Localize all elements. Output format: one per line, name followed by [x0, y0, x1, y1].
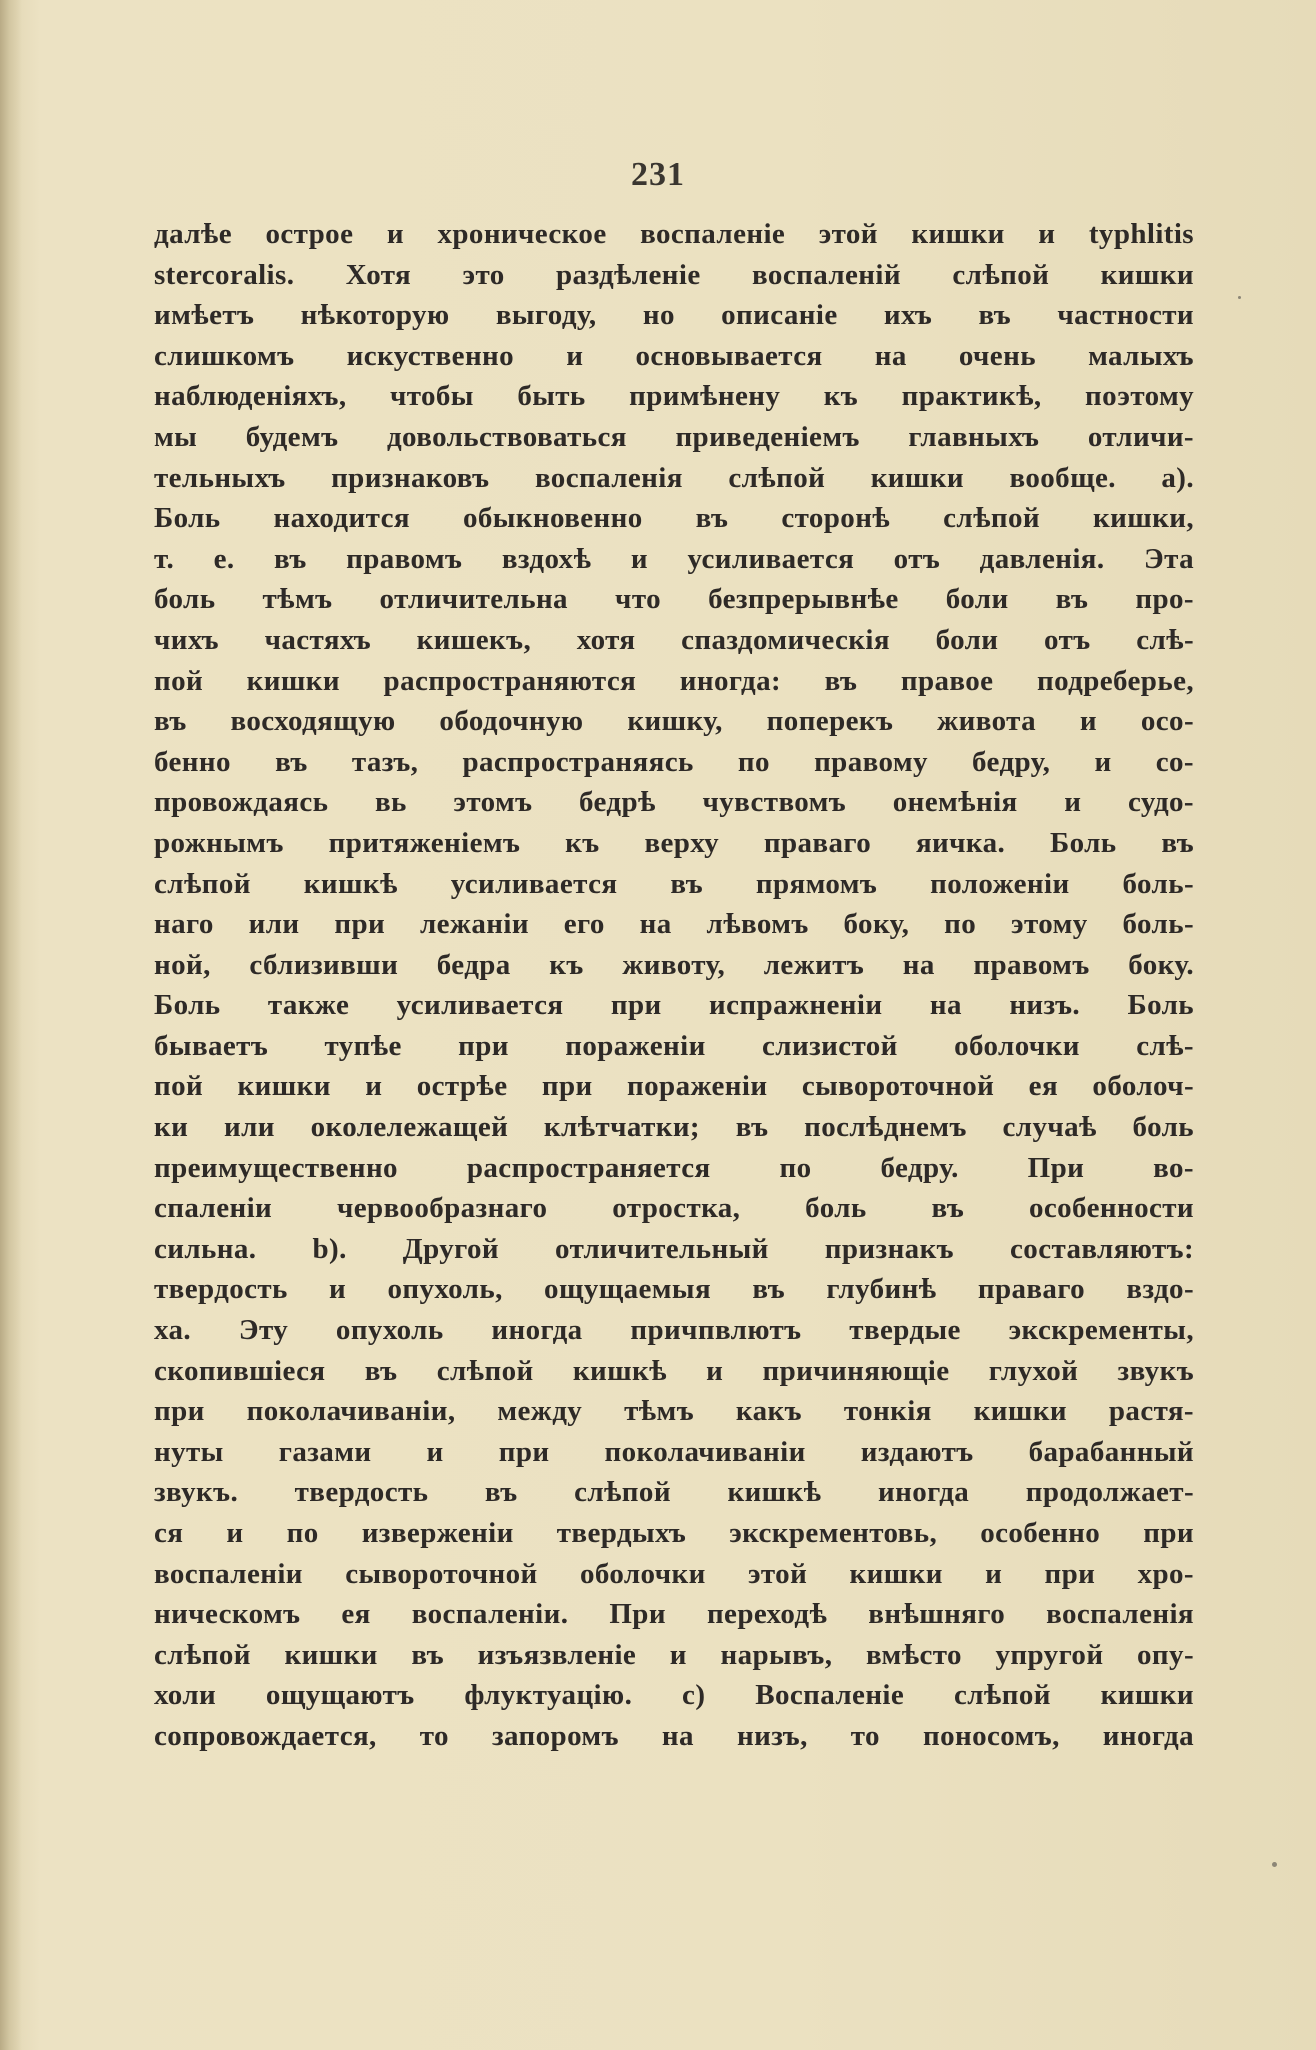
text-line: преимущественно распространяется по бедру. При во- — [154, 1151, 1194, 1184]
text-line: слѣпой кишки въ изъязвленіе и нарывъ, вмѣсто упругой опу- — [154, 1638, 1194, 1671]
text-line: сильна. b). Другой отличительный признакъ составляютъ: — [154, 1232, 1194, 1265]
text-line: ки или околележащей клѣтчатки; въ послѣднемъ случаѣ боль — [154, 1111, 1194, 1144]
text-line: слишкомъ искуственно и основывается на очень малыхъ — [154, 339, 1194, 372]
text-line: въ восходящую ободочную кишку, поперекъ живота и осо- — [154, 705, 1194, 738]
body-text — [154, 214, 1194, 1757]
paper-speck — [1238, 296, 1241, 299]
text-line: рожнымъ притяженіемъ къ верху праваго яичка. Боль въ — [154, 826, 1194, 859]
text-line: мы будемъ довольствоваться приведеніемъ главныхъ отличи- — [154, 420, 1194, 453]
text-line: чихъ частяхъ кишекъ, хотя спаздомическія боли отъ слѣ- — [154, 623, 1194, 656]
text-line: stercoralis. Хотя это раздѣленіе воспаленій слѣпой кишки — [154, 258, 1194, 291]
text-line: т. е. въ правомъ вздохѣ и усиливается отъ давленія. Эта — [154, 542, 1194, 575]
text-line: при поколачиваніи, между тѣмъ какъ тонкія кишки растя- — [154, 1395, 1194, 1428]
text-line: тельныхъ признаковъ воспаленія слѣпой кишки вообще. a). — [154, 461, 1194, 494]
text-line: Боль находится обыкновенно въ сторонѣ слѣпой кишки, — [154, 502, 1194, 535]
text-line: боль тѣмъ отличительна что безпрерывнѣе боли въ про- — [154, 583, 1194, 616]
text-line: ническомъ ея воспаленіи. При переходѣ внѣшняго воспаленія — [154, 1598, 1194, 1631]
text-line: далѣе острое и хроническое воспаленіе этой кишки и typhlitis — [154, 218, 1194, 250]
text-line: пой кишки распространяются иногда: въ правое подреберье, — [154, 664, 1194, 697]
paper-speck — [1272, 1862, 1277, 1867]
text-line: наблюденіяхъ, чтобы быть примѣнену къ практикѣ, поэтому — [154, 380, 1194, 413]
text-line: нуты газами и при поколачиваніи издаютъ барабанный — [154, 1435, 1194, 1468]
text-line: имѣетъ нѣкоторую выгоду, но описаніе ихъ въ частности — [154, 299, 1194, 332]
text-line: ной, сблизивши бедра къ животу, лежитъ на правомъ боку. — [154, 948, 1194, 981]
text-line: скопившіеся въ слѣпой кишкѣ и причиняющіе глухой звукъ — [154, 1354, 1194, 1387]
text-line: бенно въ тазъ, распространяясь по правому бедру, и со- — [154, 745, 1194, 778]
text-line: Боль также усиливается при испражненіи на низъ. Боль — [154, 989, 1194, 1022]
text-line: твердость и опухоль, ощущаемыя въ глубинѣ праваго вздо- — [154, 1273, 1194, 1306]
text-line: ся и по изверженіи твердыхъ экскрементовь, особенно при — [154, 1517, 1194, 1549]
text-line: звукъ. твердость въ слѣпой кишкѣ иногда продолжает- — [154, 1476, 1194, 1509]
text-line: наго или при лежаніи его на лѣвомъ боку, по этому боль- — [154, 908, 1194, 941]
text-line: слѣпой кишкѣ усиливается въ прямомъ положеніи боль- — [154, 867, 1194, 900]
text-line: пой кишки и острѣе при пораженіи сывороточной ея оболоч- — [154, 1070, 1194, 1103]
text-line: холи ощущаютъ флуктуацію. c) Воспаленіе слѣпой кишки — [154, 1679, 1194, 1712]
text-line: провождаясь вь этомъ бедрѣ чувствомъ онемѣнія и судо- — [154, 786, 1194, 819]
page-number: 231 — [631, 156, 685, 193]
text-line: бываетъ тупѣе при пораженіи слизистой оболочки слѣ- — [154, 1029, 1194, 1062]
text-line: спаленіи червообразнаго отростка, боль въ особенности — [154, 1192, 1194, 1225]
text-line: сопровождается, то запоромъ на низъ, то поносомъ, иногда — [154, 1719, 1194, 1752]
text-line: ха. Эту опухоль иногда причпвлютъ твердые экскременты, — [154, 1314, 1194, 1347]
text-line: воспаленіи сывороточной оболочки этой кишки и при хро- — [154, 1557, 1194, 1590]
